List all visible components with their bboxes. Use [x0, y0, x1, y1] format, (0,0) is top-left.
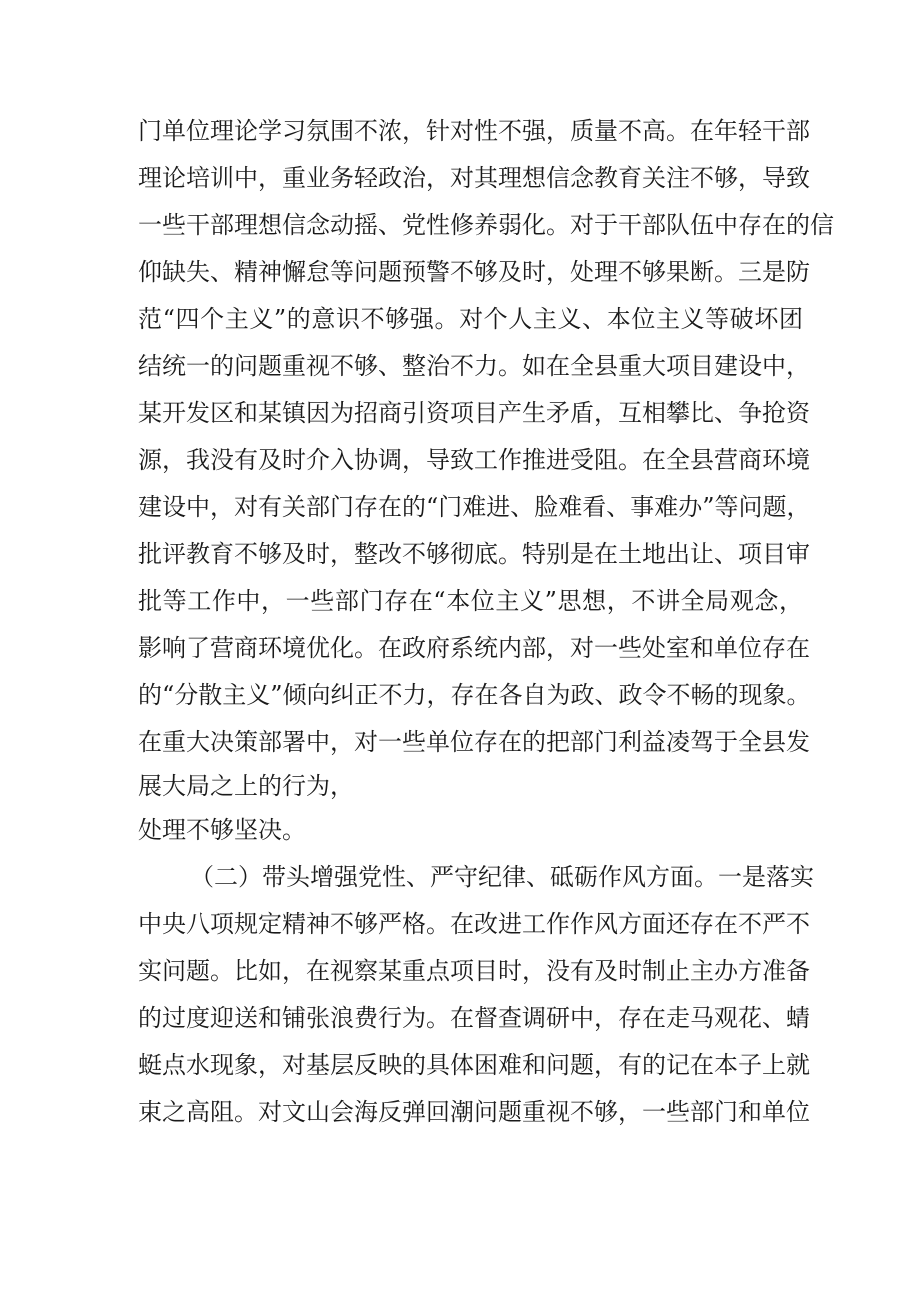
text-line: 源，我没有及时介入协调，导致工作推进受阻。在全县营商环境 [138, 446, 810, 474]
text-line: 门单位理论学习氛围不浓，针对性不强，质量不高。在年轻干部 [138, 117, 810, 145]
text-line: 中央八项规定精神不够严格。在改进工作作风方面还存在不严不 [138, 910, 810, 938]
text-line: 某开发区和某镇因为招商引资项目产生矛盾，互相攀比、争抢资 [138, 399, 810, 427]
text-line: 蜓点水现象，对基层反映的具体困难和问题，有的记在本子上就 [138, 1051, 810, 1079]
text-line: 实问题。比如，在视察某重点项目时，没有及时制止主办方准备 [138, 957, 810, 985]
text-line: 一些干部理想信念动摇、党性修养弱化。对于干部队伍中存在的信 [138, 211, 834, 239]
text-line: 束之高阻。对文山会海反弹回潮问题重视不够，一些部门和单位 [138, 1098, 810, 1126]
text-line: 批评教育不够及时，整改不够彻底。特别是在土地出让、项目审 [138, 540, 810, 568]
text-line: 理论培训中，重业务轻政治，对其理想信念教育关注不够，导致 [138, 164, 810, 192]
text-line: 在重大决策部署中，对一些单位存在的把部门利益凌驾于全县发 [138, 728, 810, 756]
text-line: 展大局之上的行为， [138, 772, 354, 800]
text-line: 结统一的问题重视不够、整治不力。如在全县重大项目建设中， [138, 352, 810, 380]
text-line: 范“四个主义”的意识不够强。对个人主义、本位主义等破坏团 [138, 305, 803, 333]
text-line: 仰缺失、精神懈怠等问题预警不够及时，处理不够果断。三是防 [138, 258, 810, 286]
text-line: 处理不够坚决。 [138, 816, 306, 844]
text-line: 建设中，对有关部门存在的“门难进、脸难看、事难办”等问题， [138, 493, 811, 521]
text-line: 的“分散主义”倾向纠正不力，存在各自为政、政令不畅的现象。 [138, 681, 811, 709]
text-line: 批等工作中，一些部门存在“本位主义”思想，不讲全局观念， [138, 587, 803, 615]
text-line: 影响了营商环境优化。在政府系统内部，对一些处室和单位存在 [138, 634, 810, 662]
section-heading-line: （二）带头增强党性、严守纪律、砥砺作风方面。一是落实 [190, 863, 814, 891]
text-line: 的过度迎送和铺张浪费行为。在督查调研中，存在走马观花、蜻 [138, 1004, 810, 1032]
body-text [138, 108, 834, 1136]
